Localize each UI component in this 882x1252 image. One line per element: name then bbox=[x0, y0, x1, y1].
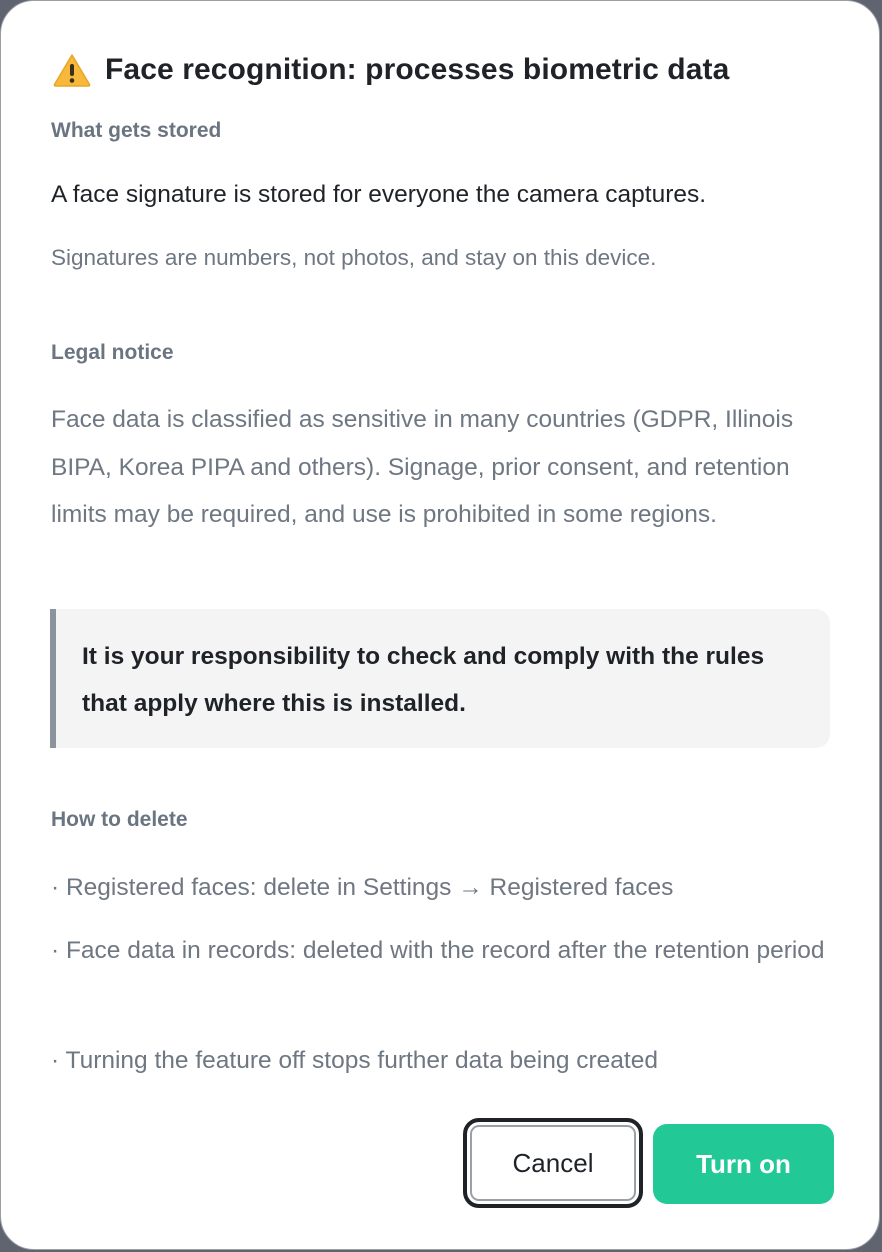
legal-notice-text: Face data is classified as sensitive in many countries (GDPR, Illinois BIPA, Korea PIPA and others). Signage, prior consent, and retention limits may be required, and use is prohibited in some regions. bbox=[51, 406, 794, 528]
delete-item: · Turning the feature off stops further data being created bbox=[51, 1047, 658, 1074]
section-label-stored: What gets stored bbox=[51, 119, 222, 142]
delete-item: · Face data in records: deleted with the record after the retention period bbox=[51, 937, 825, 964]
responsibility-callout bbox=[50, 609, 830, 748]
delete-item: · Registered faces: delete in Settings → Registered faces bbox=[51, 874, 674, 901]
dialog-title: Face recognition: processes biometric data bbox=[105, 53, 730, 86]
dialog-header bbox=[53, 53, 729, 87]
cancel-button[interactable]: Cancel bbox=[463, 1118, 643, 1208]
stored-lead-text: A face signature is stored for everyone the camera captures. bbox=[51, 181, 707, 208]
callout-text: It is your responsibility to check and comply with the rules that apply where this is installed. bbox=[82, 643, 765, 717]
section-label-legal: Legal notice bbox=[51, 341, 174, 364]
section-label-delete: How to delete bbox=[51, 808, 188, 831]
stored-detail-text: Signatures are numbers, not photos, and stay on this device. bbox=[51, 245, 657, 270]
warning-icon bbox=[53, 53, 91, 87]
turn-on-button[interactable]: Turn on bbox=[653, 1124, 834, 1204]
